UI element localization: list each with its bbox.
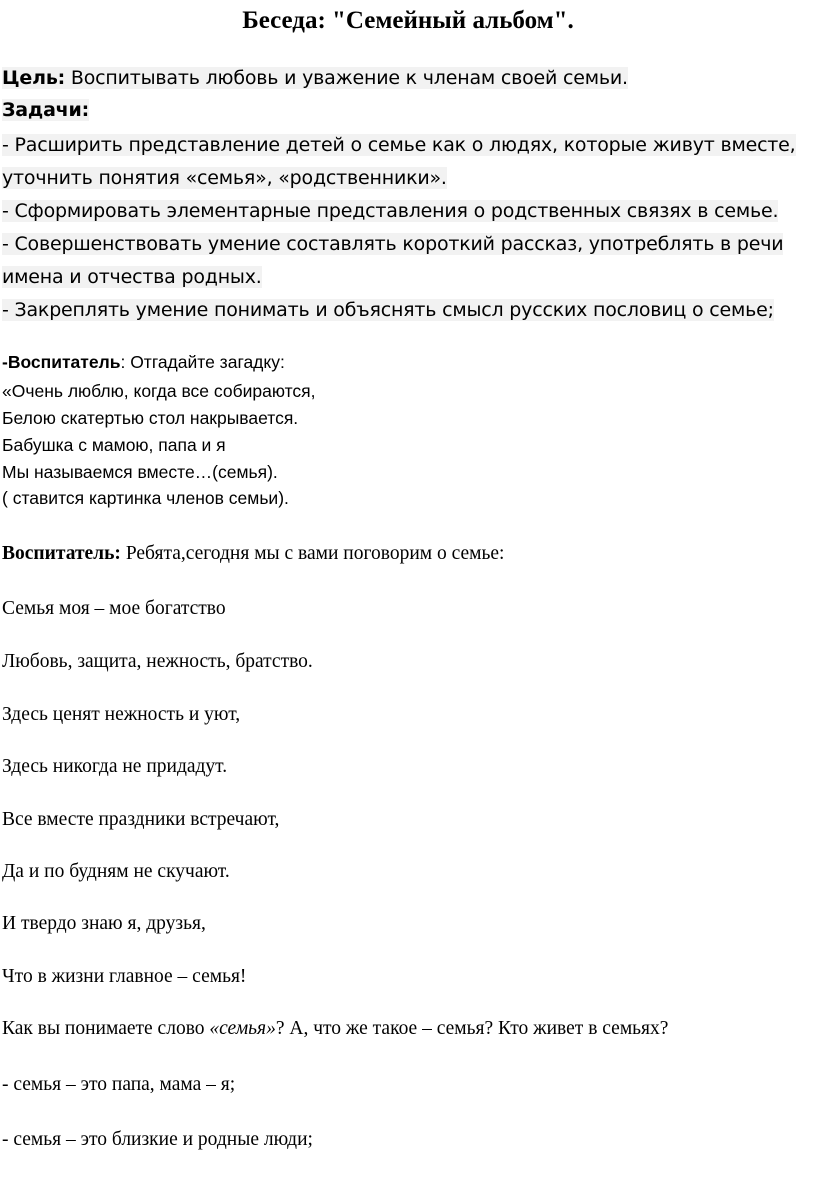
task-line: - Закреплять умение понимать и объяснять смысл русских пословиц о семье;: [2, 299, 774, 321]
poem-line: Здесь ценят нежность и уют,: [2, 704, 241, 725]
answer-line: - семья – это близкие и родные люди;: [2, 1129, 313, 1150]
poem-line: Да и по будням не скучают.: [2, 861, 230, 882]
goal-text: Воспитывать любовь и уважение к членам своей семьи.: [65, 67, 628, 89]
task-line: - Сформировать элементарные представления о родственных связях в семье.: [2, 200, 779, 222]
poem-line: Любовь, защита, нежность, братство.: [2, 651, 313, 672]
goal-line: [2, 64, 628, 92]
riddle-line: Бабушка с мамою, папа и я: [2, 435, 226, 455]
answer-line: - семья – это папа, мама – я;: [2, 1074, 236, 1095]
riddle-line: Белою скатертью стол накрывается.: [2, 408, 299, 428]
page-title: Беседа: "Семейный альбом".: [242, 7, 574, 34]
riddle-line: ( ставится картинка членов семьи).: [2, 488, 289, 508]
poem-line: Семья моя – мое богатство: [2, 598, 226, 619]
question-line: Как вы понимаете слово «семья»? А, что же такое – семья? Кто живет в семьях?: [2, 1018, 669, 1039]
riddle-speaker: -Воспитатель: [2, 352, 121, 372]
teacher-speaker: Воспитатель:: [2, 543, 121, 564]
poem-line: И твердо знаю я, друзья,: [2, 913, 206, 934]
task-line: уточнить понятия «семья», «родственники».: [2, 167, 447, 189]
task-line: имена и отчества родных.: [2, 266, 262, 288]
riddle-line: «Очень люблю, когда все собираются,: [2, 381, 316, 401]
task-line: - Расширить представление детей о семье как о людях, которые живут вместе,: [2, 134, 796, 156]
poem-line: Все вместе праздники встречают,: [2, 809, 280, 830]
riddle-intro: -Воспитатель: Отгадайте загадку:: [2, 352, 285, 372]
question-keyword: «семья»: [209, 1018, 276, 1039]
poem-line: Что в жизни главное – семья!: [2, 966, 247, 987]
teacher-line: Воспитатель: Ребята,сегодня мы с вами поговорим о семье:: [2, 543, 505, 564]
goal-label: Цель:: [2, 67, 66, 89]
tasks-heading: Задачи:: [2, 99, 90, 121]
task-line: - Совершенствовать умение составлять короткий рассказ, употреблять в речи: [2, 233, 784, 255]
poem-line: Здесь никогда не придадут.: [2, 756, 228, 777]
riddle-line: Мы называемся вместе…(семья).: [2, 462, 278, 482]
